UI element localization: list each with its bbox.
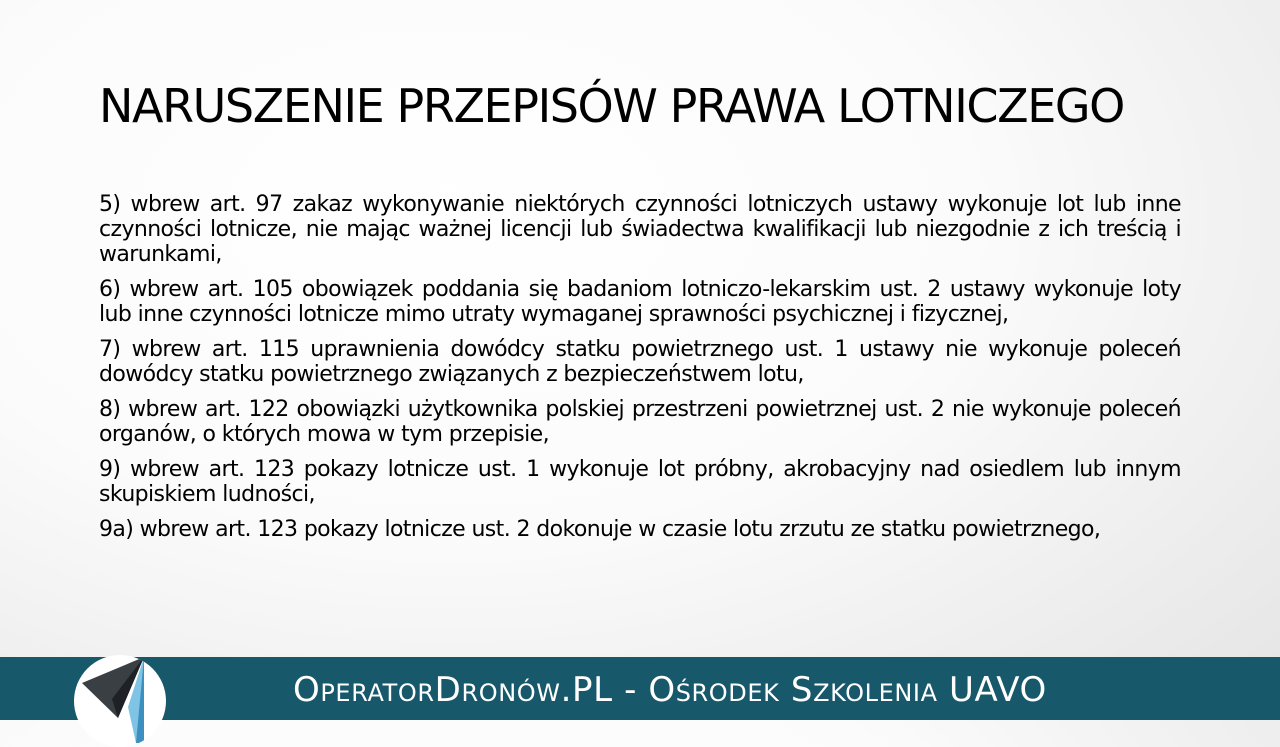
- slide-title: NARUSZENIE PRZEPISÓW PRAWA LOTNICZEGO: [99, 79, 1124, 133]
- slide-content: [99, 192, 1181, 552]
- footer-title: OperatorDronów.PL - Ośrodek Szkolenia UAVO: [293, 670, 1047, 710]
- list-item: 8) wbrew art. 122 obowiązki użytkownika polskiej przestrzeni powietrznej ust. 2 nie wykonuje poleceń organów, o których mowa w tym przepisie,: [99, 397, 1181, 447]
- list-item: 5) wbrew art. 97 zakaz wykonywanie niektórych czynności lotniczych ustawy wykonuje lot lub inne czynności lotnicze, nie mając ważnej licencji lub świadectwa kwalifikacji lub niezgodnie z ich treścią i warunkami,: [99, 192, 1181, 267]
- list-item: 6) wbrew art. 105 obowiązek poddania się badaniom lotniczo-lekarskim ust. 2 ustawy wykonuje loty lub inne czynności lotnicze mimo utraty wymaganej sprawności psychicznej i fizycznej,: [99, 277, 1181, 327]
- list-item: 7) wbrew art. 115 uprawnienia dowódcy statku powietrznego ust. 1 ustawy nie wykonuje poleceń dowódcy statku powietrznego związanych z bezpieczeństwem lotu,: [99, 337, 1181, 387]
- paper-plane-logo-icon: [74, 655, 166, 747]
- list-item: 9) wbrew art. 123 pokazy lotnicze ust. 1 wykonuje lot próbny, akrobacyjny nad osiedlem lub innym skupiskiem ludności,: [99, 457, 1181, 507]
- list-item: 9a) wbrew art. 123 pokazy lotnicze ust. 2 dokonuje w czasie lotu zrzutu ze statku powietrznego,: [99, 517, 1101, 542]
- logo: [74, 655, 166, 747]
